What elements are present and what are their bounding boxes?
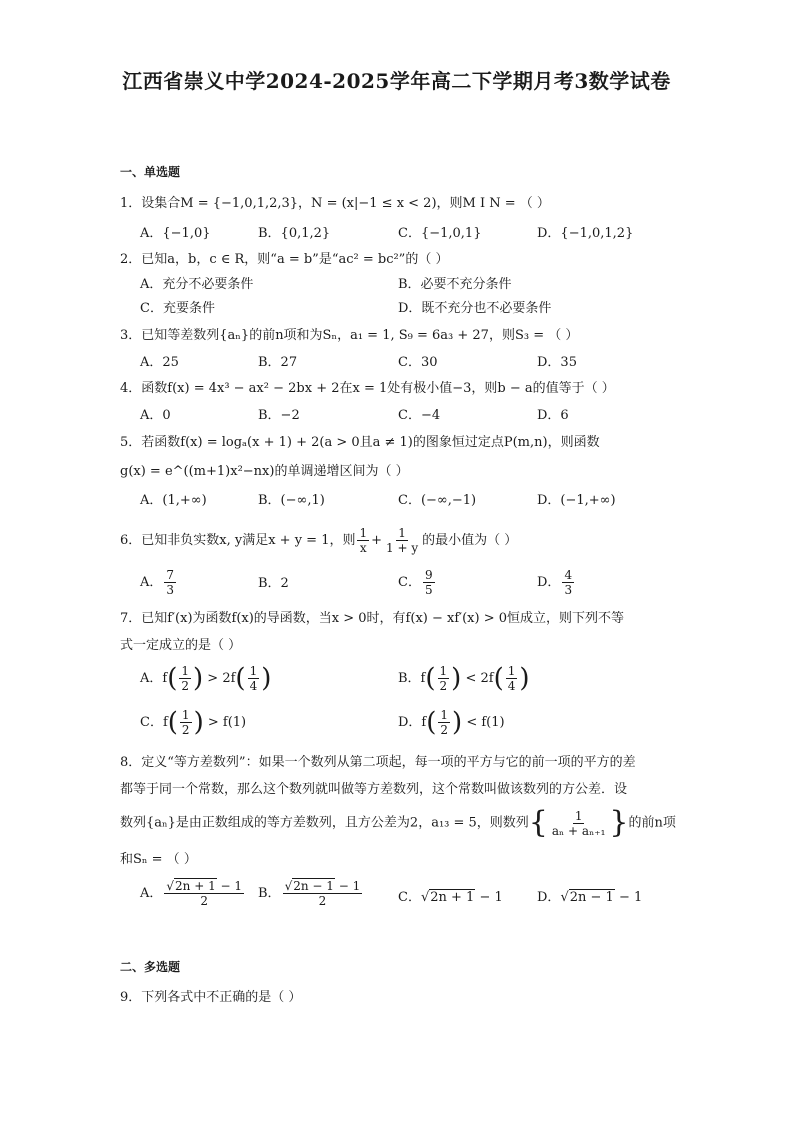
- q3-option-c: C．30: [398, 355, 438, 370]
- q3-option-b: B．27: [258, 355, 298, 370]
- q6-option-c: [398, 568, 437, 597]
- q8-b-label: B．: [258, 886, 281, 901]
- question-8-line-3: [120, 805, 676, 840]
- radicand: 2n + 1: [175, 879, 216, 893]
- q7-b-frac-2: [506, 664, 518, 693]
- num-tail: − 1: [334, 879, 361, 893]
- frac-den: 4: [249, 679, 258, 693]
- frac-den: aₙ + aₙ₊₁: [551, 823, 606, 838]
- q6-f2-den: 1 + y: [386, 541, 419, 555]
- question-4: 4．函数f(x) = 4x³ − ax² − 2bx + 2在x = 1处有极小值−3，则b − a的值等于（ ）: [120, 381, 615, 396]
- question-7-line-1: 7．已知f′(x)为函数f(x)的导函数，当x > 0时，有f(x) − xf′(x) > 0恒成立，则下列不等: [120, 611, 624, 626]
- q4-option-c: C．−4: [398, 408, 441, 423]
- q6-option-a: [140, 568, 178, 597]
- q8-option-c: C．√2n + 1 − 1: [398, 890, 503, 905]
- paren-open: (: [426, 707, 437, 738]
- q7-a-frac-2: [248, 664, 260, 693]
- q6-text-pre: 6．已知非负实数x, y满足x + y = 1，则: [120, 533, 356, 548]
- q8-b-fraction: [283, 879, 363, 908]
- q7-option-c: [140, 708, 246, 737]
- q2-option-b: B．必要不充分条件: [398, 277, 512, 292]
- q7-a-frac-1: [179, 664, 191, 693]
- question-8-line-2: 都等于同一个常数，那么这个数列就叫做等方差数列，这个常数叫做该数列的方公差．设: [120, 782, 628, 797]
- q7-option-d: [398, 708, 505, 737]
- q6-a-fraction: [164, 568, 176, 597]
- frac-num: 1: [574, 808, 583, 823]
- frac-num: 1: [249, 664, 258, 678]
- frac-num: 1: [439, 664, 448, 678]
- q5-option-a: A．(1,+∞): [140, 493, 207, 508]
- radicand: 2n + 1: [430, 890, 475, 905]
- question-7-line-2: 式一定成立的是（ ）: [120, 638, 242, 653]
- q4-option-b: B．−2: [258, 408, 300, 423]
- frac-den: 2: [181, 679, 189, 693]
- q8-a-label: A．: [140, 886, 163, 901]
- q6-option-d: [537, 568, 576, 597]
- paren-close: ): [451, 663, 462, 694]
- q5-option-c: C．(−∞,−1): [398, 493, 477, 508]
- section-multiple-choice: 二、多选题: [120, 960, 181, 974]
- question-5-line-1: 5．若函数f(x) = logₐ(x + 1) + 2(a > 0且a ≠ 1)的图象恒过定点P(m,n)，则函数: [120, 435, 600, 450]
- q7-option-b: [398, 664, 530, 693]
- paren-open: (: [167, 663, 178, 694]
- frac-num: 1: [440, 708, 449, 722]
- q7-b-pre: B．f: [398, 671, 426, 686]
- paren-close: ): [193, 707, 204, 738]
- q6-a-label: A．: [140, 575, 163, 590]
- q6-plus: +: [371, 533, 383, 548]
- q7-c-mid: > f(1): [207, 715, 247, 730]
- q7-d-pre: D．f: [398, 715, 427, 730]
- question-8-line-4: 和Sₙ = （ ）: [120, 852, 197, 867]
- paren-open: (: [167, 707, 178, 738]
- q6-d-den: 3: [564, 583, 573, 597]
- q6-fraction-2: [384, 526, 420, 555]
- frac-den: 4: [507, 679, 516, 693]
- q6-text-post: 的最小值为（ ）: [422, 533, 518, 548]
- brace-close: }: [609, 805, 629, 840]
- q5-option-d: D．(−1,+∞): [537, 493, 616, 508]
- frac-den: 2: [200, 894, 209, 908]
- q6-a-den: 3: [166, 583, 175, 597]
- q7-d-mid: < f(1): [466, 715, 505, 730]
- radicand: 2n − 1: [569, 890, 614, 905]
- q8-line3-pre: 数列{aₙ}是由正数组成的等方差数列，且方公差为2，a₁₃ = 5，则数列: [120, 815, 529, 831]
- q3-option-d: D．35: [537, 355, 577, 370]
- q6-f2-num: 1: [398, 526, 406, 540]
- frac-num: √2n − 1 − 1: [284, 879, 361, 893]
- q1-option-a: A．{−1,0}: [140, 226, 211, 241]
- section-single-choice: 一、单选题: [120, 165, 181, 179]
- num-tail: − 1: [216, 879, 243, 893]
- q8-d-label: D．: [537, 890, 561, 905]
- q6-a-num: 7: [166, 568, 175, 582]
- paren-close: ): [519, 663, 530, 694]
- q6-c-num: 9: [424, 568, 433, 582]
- q6-f1-den: x: [359, 541, 367, 555]
- q6-d-num: 4: [564, 568, 573, 582]
- q7-option-a: [140, 664, 271, 693]
- q6-c-fraction: [423, 568, 435, 597]
- question-2: 2．已知a，b，c ∈ R，则“a = b”是“ac² = bc²”的（ ）: [120, 252, 449, 267]
- q6-c-den: 5: [424, 583, 433, 597]
- q6-f1-num: 1: [359, 526, 368, 540]
- q8-c-label: C．: [398, 890, 421, 905]
- frac-den: 2: [181, 723, 190, 737]
- question-6: [120, 526, 517, 555]
- question-3: 3．已知等差数列{aₙ}的前n项和为Sₙ，a₁ = 1, S₉ = 6a₃ + 27，则S₃ = （ ）: [120, 328, 579, 343]
- brace-open: {: [528, 805, 548, 840]
- q2-option-d: D．既不充分也不必要条件: [398, 301, 552, 316]
- q6-option-b: B．2: [258, 576, 289, 591]
- frac-num: 1: [181, 664, 189, 678]
- q1-option-d: D．{−1,0,1,2}: [537, 226, 634, 241]
- q6-fraction-1: [357, 526, 369, 555]
- q6-d-label: D．: [537, 575, 561, 590]
- question-8-line-1: 8．定义“等方差数列”：如果一个数列从第二项起，每一项的平方与它的前一项的平方的差: [120, 755, 636, 770]
- q2-option-c: C．充要条件: [140, 301, 215, 316]
- frac-den: 2: [439, 679, 448, 693]
- frac-num: 1: [507, 664, 516, 678]
- frac-den: 2: [318, 894, 327, 908]
- q7-b-mid: < 2f: [465, 671, 494, 686]
- q4-option-d: D．6: [537, 408, 569, 423]
- radicand: 2n − 1: [293, 879, 334, 893]
- paren-open: (: [235, 663, 246, 694]
- paren-close: ): [261, 663, 272, 694]
- tail: − 1: [614, 890, 643, 905]
- frac-num: 1: [181, 708, 190, 722]
- frac-num: √2n + 1 − 1: [166, 879, 243, 893]
- question-9: 9．下列各式中不正确的是（ ）: [120, 990, 302, 1005]
- q8-option-a: [140, 879, 246, 908]
- q2-option-a: A．充分不必要条件: [140, 277, 254, 292]
- q7-c-pre: C．f: [140, 715, 168, 730]
- q5-option-b: B．(−∞,1): [258, 493, 325, 508]
- q8-sequence-fraction: [550, 809, 608, 838]
- q7-b-frac-1: [438, 664, 450, 693]
- q8-line3-post: 的前n项: [628, 815, 676, 831]
- q3-option-a: A．25: [140, 355, 179, 370]
- q8-a-fraction: [164, 879, 244, 908]
- q7-a-mid: > 2f: [207, 671, 236, 686]
- q6-c-label: C．: [398, 575, 421, 590]
- q4-option-a: A．0: [140, 408, 171, 423]
- question-5-line-2: g(x) = e^((m+1)x²−nx)的单调递增区间为（ ）: [120, 464, 409, 479]
- page-title: 江西省崇义中学2024-2025学年高二下学期月考3数学试卷: [122, 69, 671, 93]
- paren-open: (: [493, 663, 504, 694]
- question-1: 1．设集合M = {−1,0,1,2,3}，N = (x|−1 ≤ x < 2)，则M I N = （ ）: [120, 196, 550, 211]
- q1-option-b: B．{0,1,2}: [258, 226, 331, 241]
- tail: − 1: [475, 890, 503, 905]
- paren-open: (: [425, 663, 436, 694]
- q8-option-b: [258, 879, 364, 908]
- q1-option-c: C．{−1,0,1}: [398, 226, 482, 241]
- q7-d-frac: [438, 708, 450, 737]
- q6-d-fraction: [562, 568, 574, 597]
- frac-den: 2: [440, 723, 449, 737]
- paren-close: ): [452, 707, 463, 738]
- q7-a-pre: A．f: [140, 671, 168, 686]
- q7-c-frac: [180, 708, 192, 737]
- paren-close: ): [193, 663, 204, 694]
- q8-option-d: D．√2n − 1 − 1: [537, 890, 643, 905]
